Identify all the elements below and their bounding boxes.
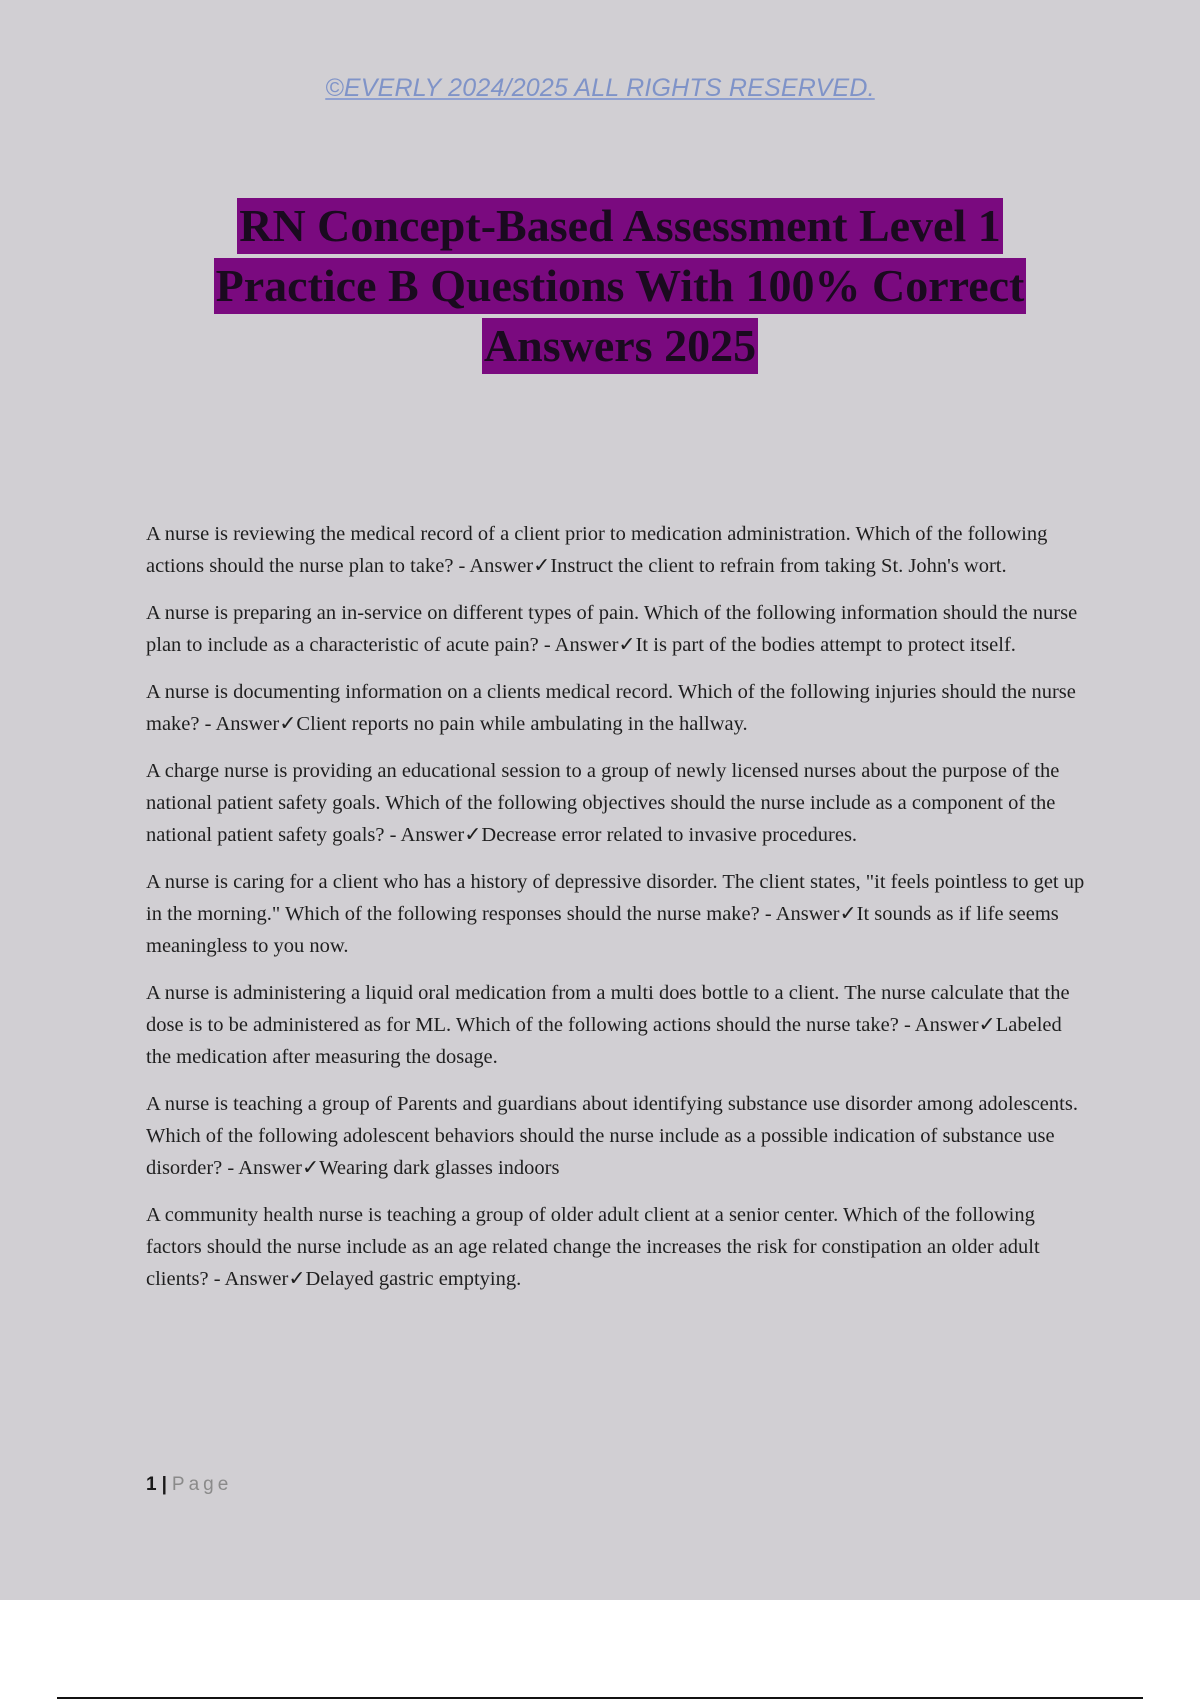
qa-item <box>146 755 1091 851</box>
page-label: Page <box>171 1474 233 1495</box>
question-answer-list <box>146 518 1091 1310</box>
answer-text: Delayed gastric emptying. <box>305 1268 522 1290</box>
qa-item <box>146 977 1091 1073</box>
qa-item <box>146 676 1091 740</box>
qa-item <box>146 1088 1091 1184</box>
answer-text: Instruct the client to refrain from taking St. John's wort. <box>550 555 1007 577</box>
page-footer <box>146 1474 232 1496</box>
qa-item <box>146 597 1091 661</box>
title-line-2: Practice B Questions With 100% Correct <box>214 258 1027 314</box>
question-text: A nurse is reviewing the medical record of a client prior to medication administration. Which of the following actions should the nurse plan to take? - Answer✓ <box>146 523 1048 577</box>
question-text: A charge nurse is providing an educational session to a group of newly licensed nurses about the purpose of the national patient safety goals. Which of the following objectives should the nurse include as a component of the national patient safety goals? - Answer✓ <box>146 760 1060 846</box>
answer-text: Wearing dark glasses indoors <box>319 1157 560 1179</box>
answer-text: It sounds as if life seems meaningless to you now. <box>146 903 1059 957</box>
document-title <box>170 198 1070 378</box>
question-text: A nurse is caring for a client who has a history of depressive disorder. The client states, "it feels pointless to get up in the morning." Which of the following responses should the nurse make? - Answer✓ <box>146 871 1085 925</box>
answer-text: Labeled the medication after measuring the dosage. <box>146 1014 1062 1068</box>
qa-item <box>146 518 1091 582</box>
page-number: 1 <box>146 1474 158 1495</box>
qa-item <box>146 1199 1091 1295</box>
bottom-divider <box>57 1697 1143 1699</box>
question-text: A nurse is administering a liquid oral medication from a multi does bottle to a client. The nurse calculate that the dose is to be administered as for ML. Which of the following actions should the nurse take? - Answer✓ <box>146 982 1070 1036</box>
question-text: A nurse is preparing an in-service on different types of pain. Which of the following information should the nurse plan to include as a characteristic of acute pain? - Answer✓ <box>146 602 1078 656</box>
page-separator: | <box>161 1474 168 1495</box>
answer-text: Client reports no pain while ambulating in the hallway. <box>296 713 748 735</box>
question-text: A nurse is documenting information on a clients medical record. Which of the following injuries should the nurse make? - Answer✓ <box>146 681 1076 735</box>
copyright-notice: ©EVERLY 2024/2025 ALL RIGHTS RESERVED. <box>325 74 875 102</box>
title-line-3: Answers 2025 <box>482 318 758 374</box>
question-text: A nurse is teaching a group of Parents and guardians about identifying substance use disorder among adolescents. Which of the following adolescent behaviors should the nurse include as a possible indication of substance use disorder? - Answer✓ <box>146 1093 1078 1179</box>
answer-text: Decrease error related to invasive procedures. <box>481 824 858 846</box>
answer-text: It is part of the bodies attempt to protect itself. <box>635 634 1016 656</box>
qa-item <box>146 866 1091 962</box>
question-text: A community health nurse is teaching a group of older adult client at a senior center. Which of the following factors should the nurse include as an age related change the increases the risk for constipation an older adult clients? - Answer✓ <box>146 1204 1040 1290</box>
title-line-1: RN Concept-Based Assessment Level 1 <box>237 198 1003 254</box>
